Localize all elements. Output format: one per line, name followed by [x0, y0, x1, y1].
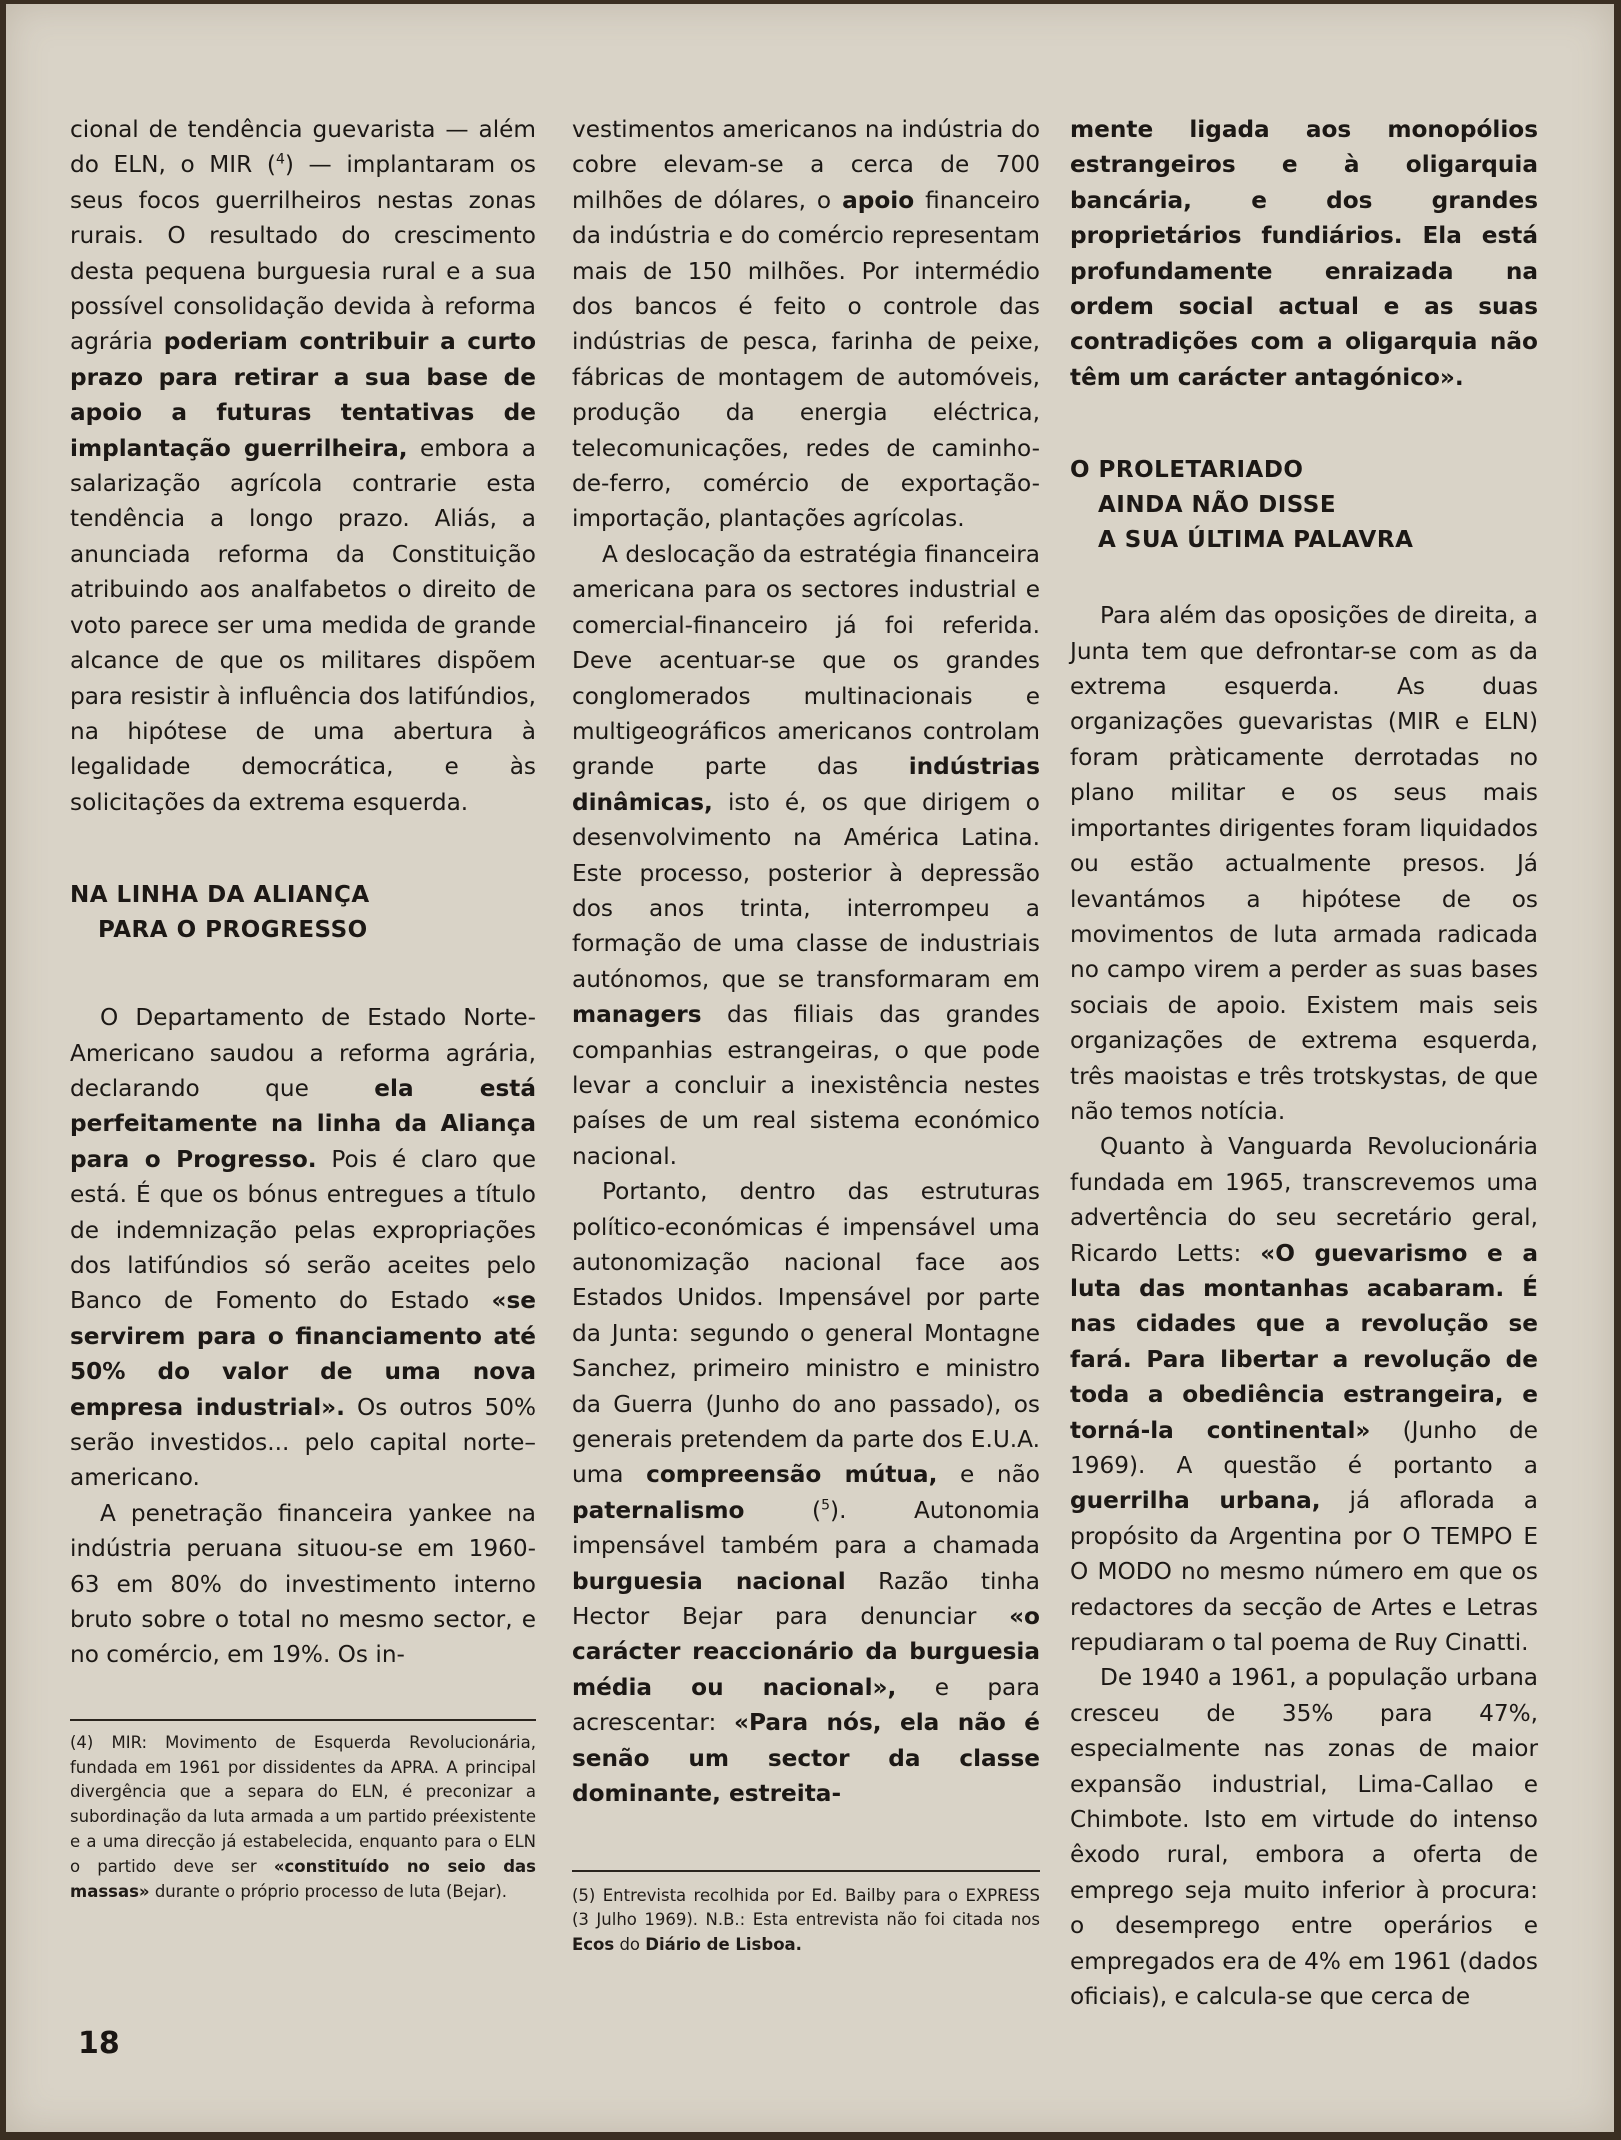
section-heading: NA LINHA DA ALIANÇA PARA O PROGRESSO [70, 882, 370, 944]
paragraph: A deslocação da estratégia financeira americana para os sectores industrial e comercial-financeiro já foi referida. Deve acentuar-se que os grandes conglomerados multinacionais e multigeográficos americanos controlam grande parte das indústrias dinâmicas, isto é, os que dirigem o desenvolvimento na América Latina. Este processo, posterior à depressão dos anos trinta, interrompeu a formação de uma classe de industriais autónomos, que se transformaram em managers das filiais das grandes companhias estrangeiras, o que pode levar a concluir a inexistência nestes países de um real sistema económico nacional. [572, 540, 1040, 1170]
paragraph: vestimentos americanos na indústria do cobre elevam-se a cerca de 700 milhões de dólares, o apoio financeiro da indústria e do comércio representam mais de 150 milhões. Por intermédio dos bancos é feito o controle das indústrias de pesca, farinha de peixe, fábricas de montagem de automóveis, produção da energia eléctrica, telecomunicações, redes de caminho-de-ferro, comércio de exportação-importação, plantações agrícolas. [572, 116, 1040, 533]
paragraph: Portanto, dentro das estruturas político-económicas é impensável uma autonomização nacional face aos Estados Unidos. Impensável por parte da Junta: segundo o general Montagne Sanchez, primeiro ministro e ministro da Guerra (Junho do ano passado), os generais pretendem da parte dos E.U.A. uma compreensão mútua, e não paternalismo ($^5$). Autonomia impensável também para a chamada burguesia nacional Razão tinha Hector Bejar para denunciar «o carácter reaccionário da burguesia média ou nacional», e para acrescentar: «Para nós, ela não é senão um sector da classe dominante, estreita- [572, 1178, 1040, 1808]
footnote-ref: 4 [275, 151, 285, 168]
column-3 [1070, 112, 1538, 2015]
paragraph: mente ligada aos monopólios estrangeiros e à oligarquia bancária, e dos grandes proprietários fundiários. Ela está profundamente enraizada na ordem social actual e as suas contradições com a oligarquia não têm um carácter antagónico». [1070, 116, 1538, 391]
column-2 [572, 112, 1040, 1958]
paragraph: A penetração financeira yankee na indústria peruana situou-se em 1960-63 em 80% do investimento interno bruto sobre o total no mesmo sector, e no comércio, em 19%. Os in- [70, 1499, 536, 1669]
paragraph: O Departamento de Estado Norte-Americano saudou a reforma agrária, declarando que ela está perfeitamente na linha da Aliança para o Progresso. Pois é claro que está. É que os bónus entregues a título de indemnização pelas expropriações dos latifúndios só serão aceites pelo Banco de Fomento do Estado «se servirem para o financiamento até 50% do valor de uma nova empresa industrial». Os outros 50% serão investidos... pelo capital norte–americano. [70, 1004, 536, 1492]
footnote-ref: 5 [821, 1497, 831, 1514]
footnote: (4) MIR: Movimento de Esquerda Revolucionária, fundada em 1961 por dissidentes da APRA. A principal divergência que a separa do ELN, é preconizar a subordinação da luta armada a um partido préexistente e a uma direcção já estabelecida, enquanto para o ELN o partido deve ser «constituído no seio das massas» durante o próprio processo de luta (Bejar). [70, 1732, 536, 1901]
paragraph: Para além das oposições de direita, a Junta tem que defrontar-se com as da extrema esquerda. As duas organizações guevaristas (MIR e ELN) foram pràticamente derrotadas no plano militar e os seus mais importantes dirigentes foram liquidados ou estão actualmente presos. Já levantámos a hipótese de os movimentos de luta armada radicada no campo virem a perder as suas bases sociais de apoio. Existem mais seis organizações de extrema esquerda, três maoistas e três trotskystas, de que não temos notícia. [1070, 602, 1538, 1125]
paragraph: Quanto à Vanguarda Revolucionária fundada em 1965, transcrevemos uma advertência do seu secretário geral, Ricardo Letts: «O guevarismo e a luta das montanhas acabaram. É nas cidades que a revolução se fará. Para libertar a revolução de toda a obediência estrangeira, e torná-la continental» (Junho de 1969). A questão é portanto a guerrilha urbana, já aflorada a propósito da Argentina por O TEMPO E O MODO no mesmo número em que os redactores da secção de Artes e Letras repudiaram o tal poema de Ruy Cinatti. [1070, 1133, 1538, 1657]
paragraph: De 1940 a 1961, a população urbana cresceu de 35% para 47%, especialmente nas zonas de maior expansão industrial, Lima-Callao e Chimbote. Isto em virtude do intenso êxodo rural, embora a oferta de emprego seja muito inferior à procura: o desemprego entre operários e empregados era de 4% em 1961 (dados oficiais), e calcula-se que cerca de [1070, 1664, 1538, 2011]
column-1 [70, 112, 536, 1904]
section-heading: O PROLETARIADO AINDA NÃO DISSE A SUA ÚLTIMA PALAVRA [1070, 457, 1414, 554]
magazine-page [6, 4, 1614, 2132]
paragraph: cional de tendência guevarista — além do ELN, o MIR ($^4$) — implantaram os seus focos guerrilheiros nestas zonas rurais. O resultado do crescimento desta pequena burguesia rural e a sua possível consolidação devida à reforma agrária poderiam contribuir a curto prazo para retirar a sua base de apoio a futuras tentativas de implantação guerrilheira, embora a salarização agrícola contrarie esta tendência a longo prazo. Aliás, a anunciada reforma da Constituição atribuindo aos analfabetos o direito de voto parece ser uma medida de grande alcance de que os militares dispõem para resistir à influência dos latifúndios, na hipótese de uma abertura à legalidade democrática, e às solicitações da extrema esquerda. [70, 116, 537, 816]
footnote: (5) Entrevista recolhida por Ed. Bailby para o EXPRESS (3 Julho 1969). N.B.: Esta entrevista não foi citada nos Ecos do Diário de Lisboa. [572, 1885, 1040, 1955]
page-number: 18 [78, 2026, 120, 2061]
